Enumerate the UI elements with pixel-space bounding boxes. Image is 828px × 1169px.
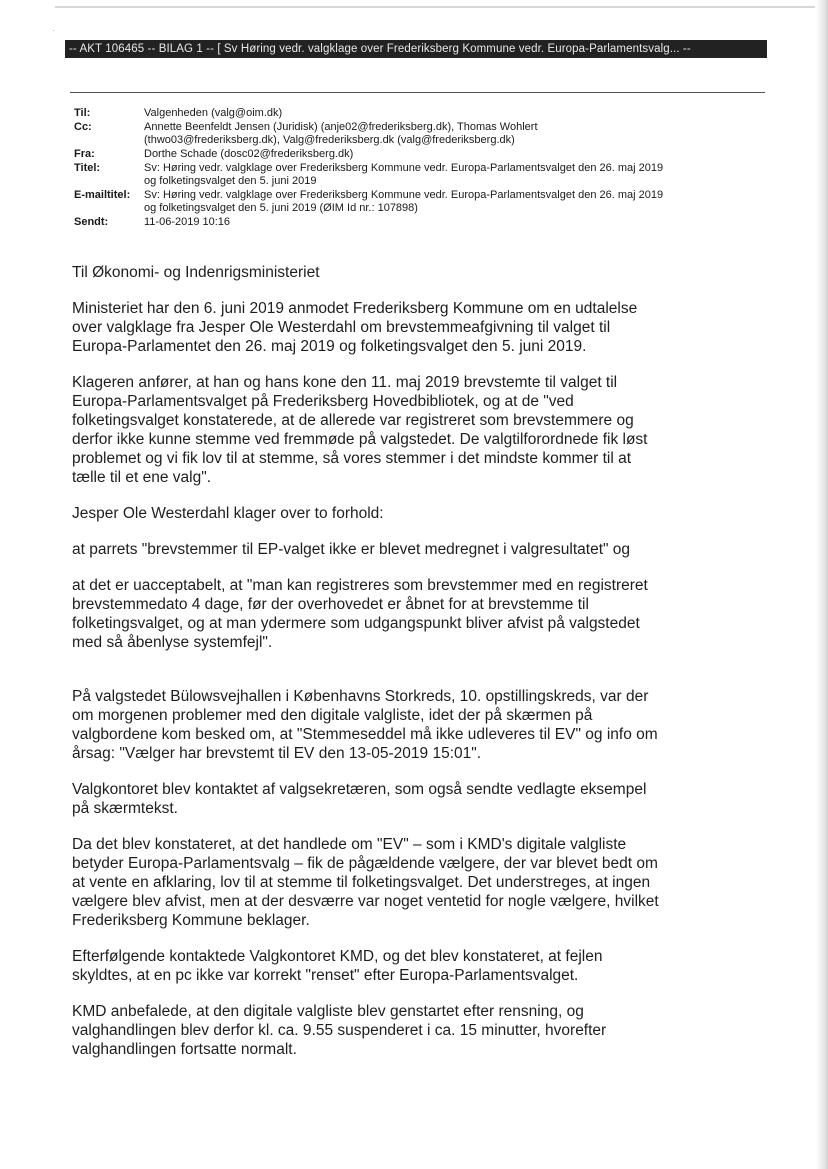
sent-value: 11-06-2019 10:16 [144,215,231,228]
email-title-label: E-mailtitel: [74,189,131,202]
header-from-row [74,148,774,161]
title-label: Titel: [74,162,101,175]
scan-speck: · [52,26,55,35]
email-header [74,107,774,230]
cc-label: Cc: [74,121,92,134]
body-paragraph: Klageren anfører, at han og hans kone den 11. maj 2019 brevstemte til valget til Europa-Parlamentsvalget på Frederiksberg Hovedbibliotek, og at de "ved folketingsvalget konstaterede, at de allerede var registreret som brevstemmere og derfor ikke kunne stemme ved fremmøde på valgstedet. De valgtilforordnede fik løst problemet og vi fik lov til at stemme, så vores stemmer i det mindste kommer til at tælle til et ene valg". [72,374,648,486]
paragraph-gap [72,669,772,687]
scan-edge-shadow [816,0,828,1169]
sent-label: Sendt: [74,215,109,228]
body-paragraph: På valgstedet Bülowsvejhallen i Københavns Storkreds, 10. opstillingskreds, var der om morgenen problemer med den digitale valgliste, idet der på skærmen på valgbordene kom besked om, at "Stemmeseddel må ikke udleveres til EV" og info om årsag: "Vælger har brevstemt til EV den 13-05-2019 15:01". [72,688,658,762]
header-email-title-row [74,189,774,214]
email-body [72,263,772,1076]
complaint-point: at parrets "brevstemmer til EP-valget ikke er blevet medregnet i valgresultatet" og [72,541,631,558]
to-value: Valgenheden (valg@oim.dk) [144,107,283,119]
body-paragraph: Efterfølgende kontaktede Valgkontoret KMD, og det blev konstateret, at fejlen skyldtes, at en pc ikke var korrekt "renset" efter Europa-Parlamentsvalget. [72,948,603,984]
body-paragraph: Valgkontoret blev kontaktet af valgsekretæren, som også sendte vedlagte eksempel på skærmtekst. [72,781,647,817]
title-value: Sv: Høring vedr. valgklage over Frederiksberg Kommune vedr. Europa-Parlamentsvalget den 26. maj 2019 og folketingsvalget den 5. juni 2019 [144,162,664,187]
header-cc-row [74,121,774,146]
cc-value: Annette Beenfeldt Jensen (Juridisk) (anje02@frederiksberg.dk), Thomas Wohlert (thwo03@frederiksberg.dk), Valg@frederiksberg.dk (valg@frederiksberg.dk) [144,121,538,146]
scan-top-line [55,6,815,8]
to-label: Til: [74,107,91,119]
header-sent-row [74,216,774,229]
header-title-row [74,162,774,187]
complaint-point: at det er uacceptabelt, at "man kan registreres som brevstemmer med en registreret brevstemmedato 4 dage, før der overhovedet er åbnet for at brevstemme til folketingsvalget, og at man ydermere som udgangspunkt bliver afvist på valgstedet med så åbenlyse systemfejl". [72,577,648,651]
body-paragraph: KMD anbefalede, at den digitale valgliste blev genstartet efter rensning, og valghandlingen blev derfor kl. ca. 9.55 suspenderet i ca. 15 minutter, hvorefter valghandlingen fortsatte normalt. [72,1003,607,1058]
from-label: Fra: [74,148,95,161]
body-paragraph: Ministeriet har den 6. juni 2019 anmodet Frederiksberg Kommune om en udtalelse over valgklage fra Jesper Ole Westerdahl om brevstemmeafgivning til valget til Europa-Parlamentet den 26. maj 2019 og folketingsvalget den 5. juni 2019. [72,300,638,355]
case-banner: -- AKT 106465 -- BILAG 1 -- [ Sv Høring vedr. valgklage over Frederiksberg Kommune vedr. Europa-Parlamentsvalg... -- [65,40,767,58]
greeting: Til Økonomi- og Indenrigsministeriet [72,264,320,281]
from-value: Dorthe Schade (dosc02@frederiksberg.dk) [144,148,354,161]
email-title-value: Sv: Høring vedr. valgklage over Frederiksberg Kommune vedr. Europa-Parlamentsvalget den 26. maj 2019 og folketingsvalget den 5. juni 2019 (ØIM Id nr.: 107898) [144,189,664,214]
header-rule [70,92,765,93]
body-paragraph: Da det blev konstateret, at det handlede om "EV" – som i KMD's digitale valgliste betyder Europa-Parlamentsvalg – fik de pågældende vælgere, der var blevet bedt om at vente en afklaring, lov til at stemme til folketingsvalget. Det understreges, at ingen vælgere blev afvist, men at der desværre var noget ventetid for nogle vælgere, hvilket Frederiksberg Kommune beklager. [72,836,659,929]
header-to-row [74,107,774,120]
body-paragraph: Jesper Ole Westerdahl klager over to forhold: [72,505,384,522]
